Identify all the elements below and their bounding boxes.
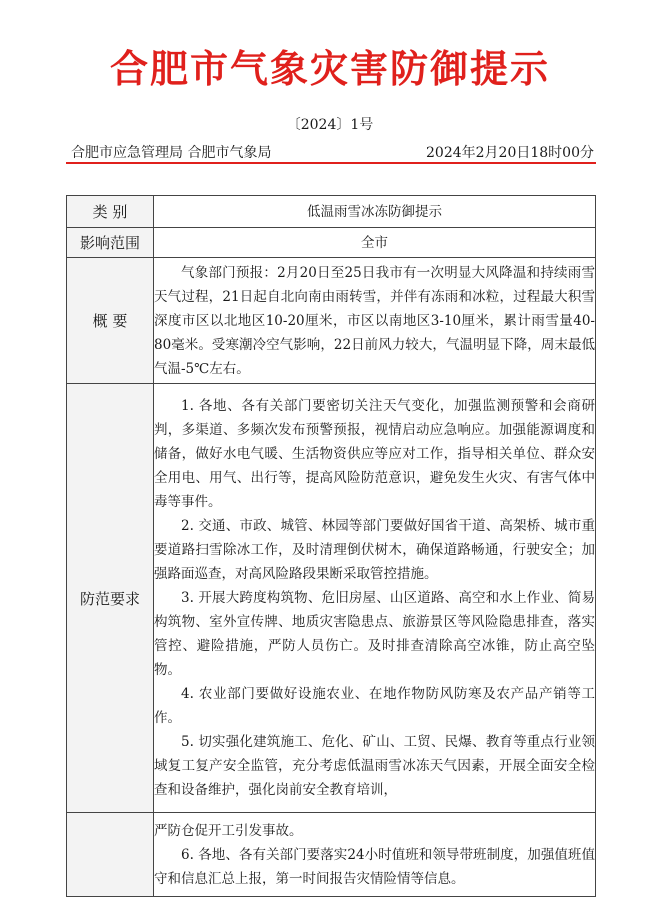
issuing-agencies: 合肥市应急管理局 合肥市气象局 bbox=[71, 145, 272, 161]
scope-label: 影响范围 bbox=[67, 228, 154, 258]
measure-item: 2. 交通、市政、城管、林园等部门要做好国省干道、高架桥、城市重要道路扫雪除冰工作，及时清理倒伏树木，确保道路畅通，行驶安全；加强路面巡查，对高风险路段果断采取管控措施。 bbox=[154, 518, 595, 582]
issue-date: 2024年2月20日18时00分 bbox=[426, 145, 594, 161]
measure-item: 3. 开展大跨度构筑物、危旧房屋、山区道路、高空和水上作业、简易构筑物、室外宣传牌、地质灾害隐患点、旅游景区等风险隐患排查，落实管控、避险措施，严防人员伤亡。及时排查清除高空冰锥，防止高空坠物。 bbox=[154, 590, 595, 678]
row-measures bbox=[67, 384, 596, 813]
measure-item: 4. 农业部门要做好设施农业、在地作物防风防寒及农产品产销等工作。 bbox=[154, 686, 595, 726]
measure-item: 1. 各地、各有关部门要密切关注天气变化，加强监测预警和会商研判，多渠道、多频次发布预警预报，视情启动应急响应。加强能源调度和储备，做好水电气暖、生活物资供应等应对工作，指导相关单位、群众安全用电、用气、出行等，提高风险防范意识，避免发生火灾、有害气体中毒等事件。 bbox=[154, 398, 595, 510]
notice-table bbox=[66, 195, 596, 813]
summary-label: 概 要 bbox=[67, 258, 154, 384]
measure-continuation: 严防仓促开工引发事故。 bbox=[154, 822, 303, 839]
category-label: 类 别 bbox=[67, 196, 154, 228]
measure-item: 6. 各地、各有关部门要落实24小时值班和领导带班制度，加强值班值守和信息汇总上报，第一时间报告灾情险情等信息。 bbox=[154, 846, 595, 887]
row-summary bbox=[67, 258, 596, 384]
page-title: 合肥市气象灾害防御提示 bbox=[109, 46, 550, 91]
row-category bbox=[67, 196, 596, 228]
document-number: 〔2024〕1号 bbox=[286, 117, 374, 133]
measure-item: 5. 切实强化建筑施工、危化、矿山、工贸、民爆、教育等重点行业领域复工复产安全监管，充分考虑低温雨雪冰冻天气因素，开展全面安全检查和设备维护，强化岗前安全教育培训， bbox=[154, 734, 595, 798]
summary-text: 气象部门预报：2月20日至25日我市有一次明显大风降温和持续雨雪天气过程，21日起自北向南由雨转雪，并伴有冻雨和冰粒，过程最大积雪深度市区以北地区10-20厘米，市区以南地区3-10厘米，累计雨雪量40-80毫米。受寒潮冷空气影响，22日前风力较大，气温明显下降，周末最低气温-5℃左右。 bbox=[154, 264, 595, 377]
row-measures-continued bbox=[67, 813, 596, 897]
measures-label: 防范要求 bbox=[67, 384, 154, 813]
row-scope bbox=[67, 228, 596, 258]
measures-cell-continued bbox=[154, 813, 596, 897]
summary-cell bbox=[154, 258, 596, 384]
notice-table-continued bbox=[66, 812, 596, 897]
measures-label-continued bbox=[67, 813, 154, 897]
category-value: 低温雨雪冰冻防御提示 bbox=[154, 196, 596, 228]
red-divider bbox=[66, 162, 596, 164]
measures-cell bbox=[154, 384, 596, 813]
scope-value: 全市 bbox=[154, 228, 596, 258]
